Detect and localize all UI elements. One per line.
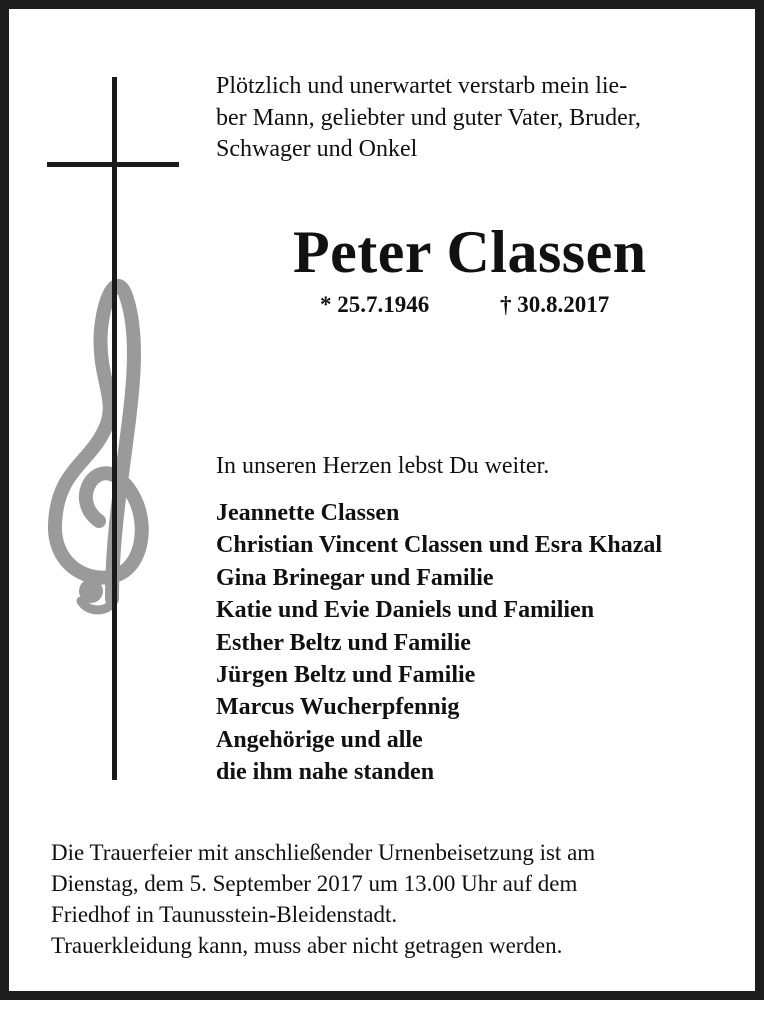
funeral-info-line: Dienstag, dem 5. September 2017 um 13.00 Uhr auf dem [51,871,578,896]
motto-text: In unseren Herzen lebst Du weiter. [216,453,550,479]
mourners-list [216,497,756,789]
mourner-name: Christian Vincent Classen und Esra Khazal [216,532,663,559]
deceased-name: Peter Classen [293,219,647,285]
mourner-name: Jürgen Beltz und Familie [216,662,476,689]
intro-line: Plötzlich und unerwartet verstarb mein lie- [216,73,628,99]
mourner-name: Jeannette Classen [216,500,400,526]
intro-line: ber Mann, geliebter und guter Vater, Bruder, [216,104,641,131]
funeral-info [51,837,751,961]
funeral-info-line: Friedhof in Taunusstein-Bleidenstadt. [51,902,398,927]
death-date: † 30.8.2017 [500,292,610,317]
funeral-info-line: Trauerkleidung kann, muss aber nicht getragen werden. [51,933,563,958]
mourner-name: Katie und Evie Daniels und Familien [216,597,595,624]
mourner-name: Angehörige und alle [216,726,423,753]
mourner-name: Marcus Wucherpfennig [216,694,460,721]
funeral-info-line: Die Trauerfeier mit anschließender Urnenbeisetzung ist am [51,840,596,865]
cross-icon [47,77,179,780]
mourner-name: die ihm nahe standen [216,759,435,786]
birth-date: * 25.7.1946 [320,292,430,317]
treble-clef-icon [55,286,142,610]
mourner-name: Esther Beltz und Familie [216,629,471,656]
intro-line: Schwager und Onkel [216,136,418,162]
mourner-name: Gina Brinegar und Familie [216,564,494,591]
intro-text [216,71,756,166]
